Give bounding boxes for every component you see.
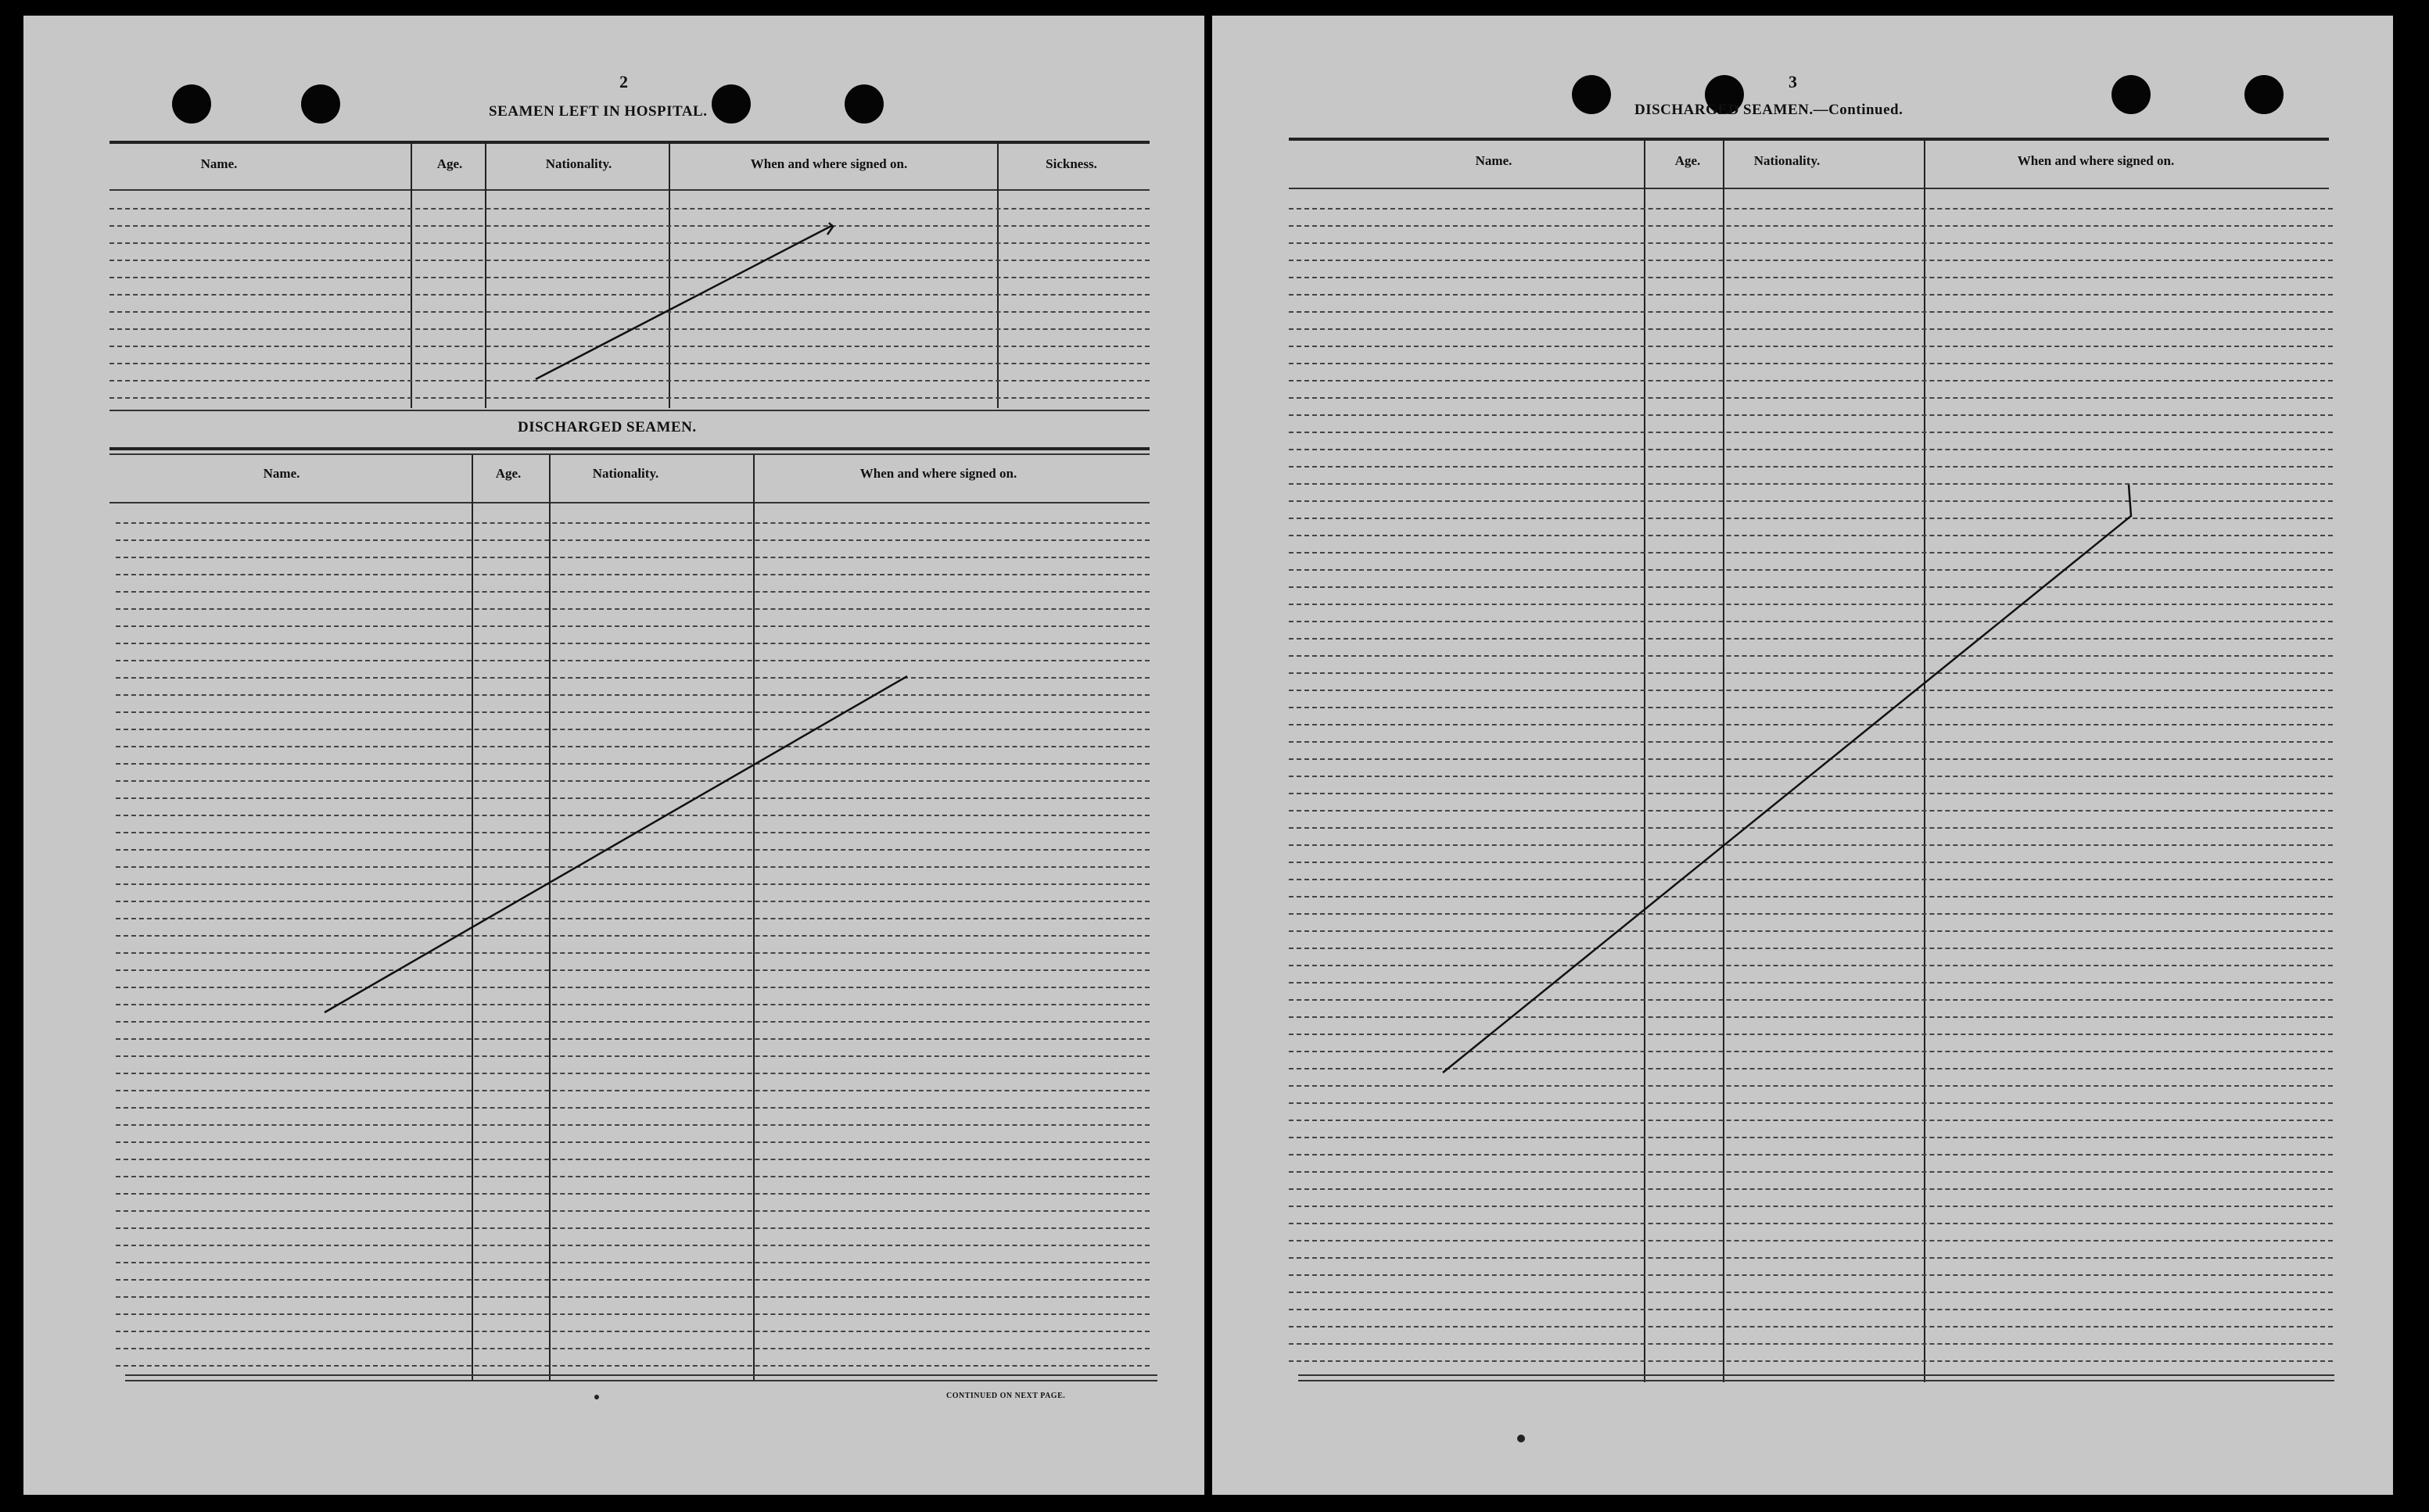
- cancel-stroke-hospital-tip: [827, 223, 833, 235]
- discharged-col-signed-on: When and where signed on.: [859, 466, 1017, 481]
- right-page: [1212, 16, 2393, 1495]
- cancel-strokes: [23, 16, 1204, 1495]
- discharged-col-age: Age.: [495, 466, 522, 481]
- page-number: 2: [619, 72, 628, 91]
- hospital-col-nationality: Nationality.: [545, 156, 612, 171]
- discharged-section-title: DISCHARGED SEAMEN.: [518, 419, 697, 435]
- hospital-section-title: SEAMEN LEFT IN HOSPITAL.: [489, 103, 708, 120]
- hospital-col-signed-on: When and where signed on.: [750, 156, 908, 171]
- hospital-col-name: Name.: [200, 156, 238, 171]
- hospital-col-sickness: Sickness.: [1046, 156, 1097, 171]
- continued-col-name: Name.: [1475, 153, 1512, 168]
- discharged-col-name: Name.: [263, 466, 300, 481]
- cancel-strokes: [1212, 16, 2393, 1495]
- hospital-col-age: Age.: [436, 156, 463, 171]
- continued-col-age: Age.: [1674, 153, 1701, 168]
- continued-note: CONTINUED ON NEXT PAGE.: [946, 1392, 1066, 1400]
- page-number: 3: [1789, 72, 1797, 91]
- cancel-stroke-discharged: [325, 676, 907, 1012]
- left-page: [23, 16, 1204, 1495]
- continued-col-signed-on: When and where signed on.: [2017, 153, 2175, 168]
- cancel-stroke-hospital: [536, 225, 833, 379]
- continued-col-nationality: Nationality.: [1753, 153, 1821, 168]
- cancel-stroke-continued: [1443, 485, 2131, 1073]
- continued-section-title: DISCHARGED SEAMEN.—Continued.: [1634, 102, 1903, 118]
- discharged-col-nationality: Nationality.: [592, 466, 659, 481]
